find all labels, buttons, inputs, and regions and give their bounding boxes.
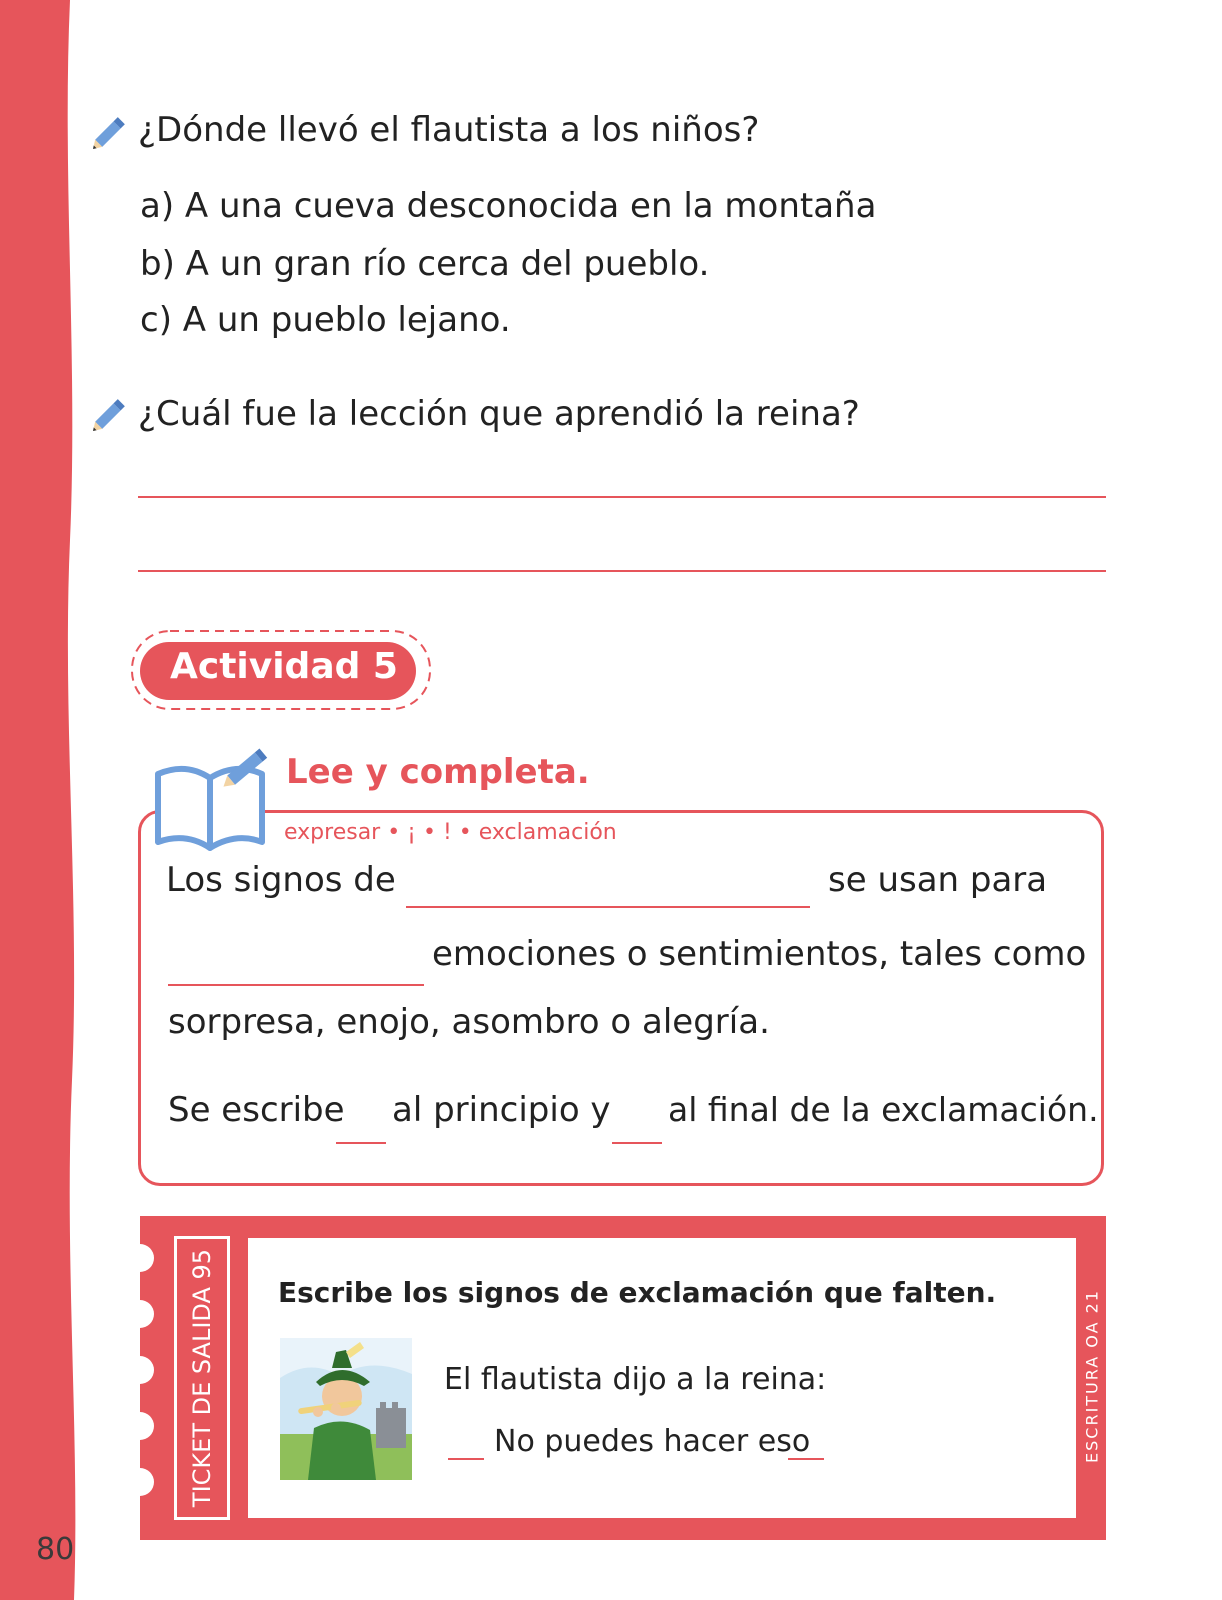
open-book-icon [148, 744, 278, 856]
fill-line-1-end: se usan para [828, 860, 1048, 900]
ticket-notch [126, 1244, 154, 1272]
pencil-icon [88, 110, 132, 154]
exit-ticket [140, 1216, 1106, 1540]
blank-1[interactable] [406, 906, 810, 908]
option-c[interactable]: c) A un pueblo lejano. [140, 300, 511, 340]
activity-badge [130, 628, 432, 712]
ticket-blank-open[interactable] [448, 1458, 484, 1460]
answer-line-1[interactable] [138, 496, 1106, 498]
fill-line-4-middle: al principio y [392, 1090, 611, 1130]
ticket-code: ESCRITURA OA 21 [1082, 1289, 1102, 1463]
pencil-icon [88, 392, 132, 436]
blank-2[interactable] [168, 984, 424, 986]
word-bank: expresar • ¡ • ! • exclamación [284, 820, 617, 845]
left-margin-band [0, 0, 100, 1600]
fill-line-2: emociones o sentimientos, tales como [432, 934, 1087, 974]
ticket-side-label [174, 1236, 230, 1520]
ticket-line-1: El flautista dijo a la reina: [444, 1362, 827, 1397]
ticket-notch [126, 1412, 154, 1440]
option-b[interactable]: b) A un gran río cerca del pueblo. [140, 244, 710, 284]
flutist-illustration [280, 1338, 412, 1480]
ticket-notch [126, 1468, 154, 1496]
ticket-line-2: No puedes hacer eso [494, 1424, 811, 1459]
page-number: 80 [36, 1532, 75, 1567]
fill-line-4-end: al final de la exclamación. [668, 1090, 1099, 1129]
ticket-content [248, 1238, 1076, 1518]
ticket-title: Escribe los signos de exclamación que falten. [278, 1276, 997, 1309]
activity-instruction: Lee y completa. [286, 752, 590, 792]
ticket-blank-close[interactable] [788, 1458, 824, 1460]
blank-3[interactable] [336, 1142, 386, 1144]
fill-line-1-start: Los signos de [166, 860, 396, 900]
ticket-notch [126, 1356, 154, 1384]
question-2: ¿Cuál fue la lección que aprendió la reina? [138, 394, 860, 434]
option-a[interactable]: a) A una cueva desconocida en la montaña [140, 186, 877, 226]
ticket-side-text: TICKET DE SALIDA 95 [188, 1248, 216, 1508]
ticket-notch [126, 1300, 154, 1328]
blank-4[interactable] [612, 1142, 662, 1144]
fill-line-3: sorpresa, enojo, asombro o alegría. [168, 1002, 770, 1042]
question-1: ¿Dónde llevó el flautista a los niños? [138, 110, 760, 150]
answer-line-2[interactable] [138, 570, 1106, 572]
fill-line-4-start: Se escribe [168, 1090, 345, 1130]
activity-badge-label: Actividad 5 [170, 646, 398, 687]
